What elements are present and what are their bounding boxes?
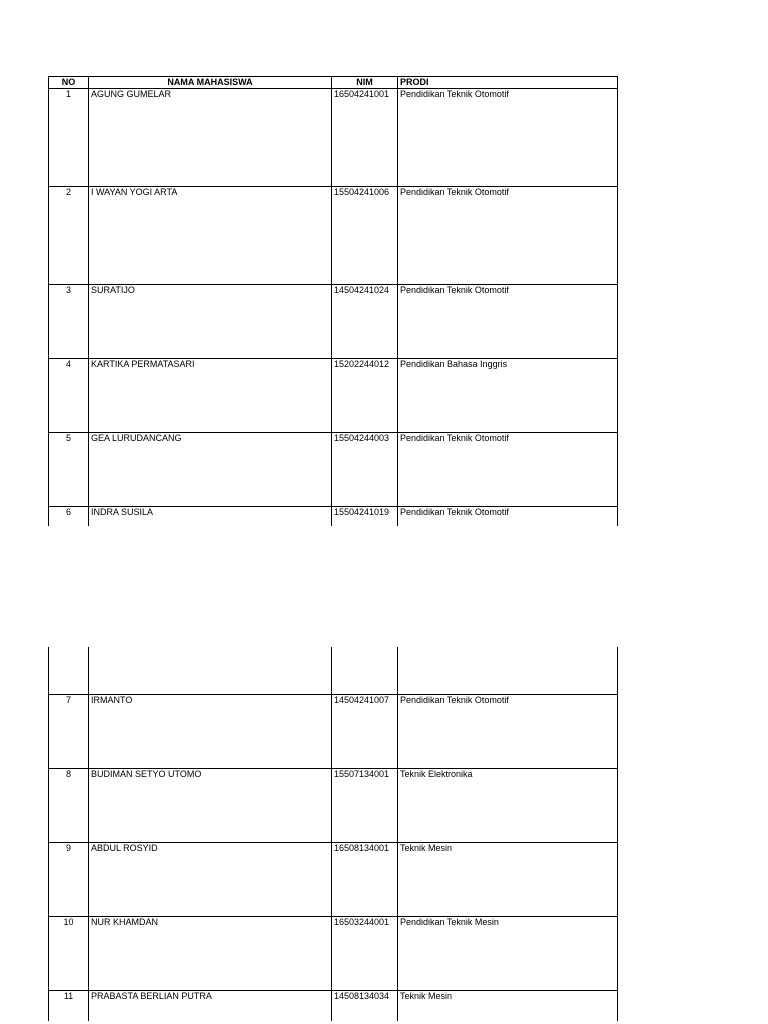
table-row: [49, 917, 618, 991]
cell-no: 4: [49, 359, 89, 433]
header-nim: NIM: [332, 77, 398, 89]
table-row: [49, 769, 618, 843]
cell-prodi: Pendidikan Teknik Otomotif: [398, 187, 618, 285]
cell-empty: [49, 647, 89, 695]
table-row-continuation: [49, 647, 618, 695]
cell-nim: 15504241019: [332, 507, 398, 527]
table-row: [49, 285, 618, 359]
cell-prodi: Teknik Mesin: [398, 843, 618, 917]
cell-name: GEA LURUDANCANG: [89, 433, 332, 507]
table-row: [49, 187, 618, 285]
cell-name: SURATIJO: [89, 285, 332, 359]
table-row: [49, 89, 618, 187]
cell-prodi: Teknik Elektronika: [398, 769, 618, 843]
table-row: [49, 507, 618, 527]
cell-name: BUDIMAN SETYO UTOMO: [89, 769, 332, 843]
cell-nim: 16503244001: [332, 917, 398, 991]
cell-no: 11: [49, 991, 89, 1022]
cell-prodi: Teknik Mesin: [398, 991, 618, 1022]
table-row: [49, 843, 618, 917]
cell-no: 9: [49, 843, 89, 917]
cell-prodi: Pendidikan Teknik Otomotif: [398, 507, 618, 527]
student-table-page-2: [48, 647, 618, 1021]
cell-no: 6: [49, 507, 89, 527]
cell-prodi: Pendidikan Teknik Otomotif: [398, 695, 618, 769]
student-table-page-1: [48, 76, 618, 526]
header-name: NAMA MAHASISWA: [89, 77, 332, 89]
document-page-2: [48, 647, 617, 1021]
cell-name: NUR KHAMDAN: [89, 917, 332, 991]
cell-no: 1: [49, 89, 89, 187]
cell-prodi: Pendidikan Teknik Mesin: [398, 917, 618, 991]
cell-name: INDRA SUSILA: [89, 507, 332, 527]
cell-empty: [332, 647, 398, 695]
header-no: NO: [49, 77, 89, 89]
cell-prodi: Pendidikan Bahasa Inggris: [398, 359, 618, 433]
document-page-1: [48, 76, 617, 526]
cell-no: 8: [49, 769, 89, 843]
cell-prodi: Pendidikan Teknik Otomotif: [398, 89, 618, 187]
cell-nim: 15504244003: [332, 433, 398, 507]
cell-name: AGUNG GUMELAR: [89, 89, 332, 187]
cell-no: 3: [49, 285, 89, 359]
cell-nim: 14508134034: [332, 991, 398, 1022]
cell-nim: 14504241024: [332, 285, 398, 359]
cell-empty: [398, 647, 618, 695]
table-row: [49, 991, 618, 1022]
cell-nim: 15507134001: [332, 769, 398, 843]
cell-no: 5: [49, 433, 89, 507]
header-prodi: PRODI: [398, 77, 618, 89]
cell-name: PRABASTA BERLIAN PUTRA: [89, 991, 332, 1022]
cell-no: 7: [49, 695, 89, 769]
cell-prodi: Pendidikan Teknik Otomotif: [398, 285, 618, 359]
cell-name: I WAYAN YOGI ARTA: [89, 187, 332, 285]
cell-nim: 14504241007: [332, 695, 398, 769]
table-header-row: [49, 77, 618, 89]
table-row: [49, 433, 618, 507]
cell-no: 10: [49, 917, 89, 991]
cell-nim: 15504241006: [332, 187, 398, 285]
cell-nim: 16504241001: [332, 89, 398, 187]
cell-name: IRMANTO: [89, 695, 332, 769]
cell-no: 2: [49, 187, 89, 285]
table-row: [49, 695, 618, 769]
cell-prodi: Pendidikan Teknik Otomotif: [398, 433, 618, 507]
table-row: [49, 359, 618, 433]
cell-nim: 15202244012: [332, 359, 398, 433]
cell-empty: [89, 647, 332, 695]
cell-nim: 16508134001: [332, 843, 398, 917]
cell-name: KARTIKA PERMATASARI: [89, 359, 332, 433]
cell-name: ABDUL ROSYID: [89, 843, 332, 917]
